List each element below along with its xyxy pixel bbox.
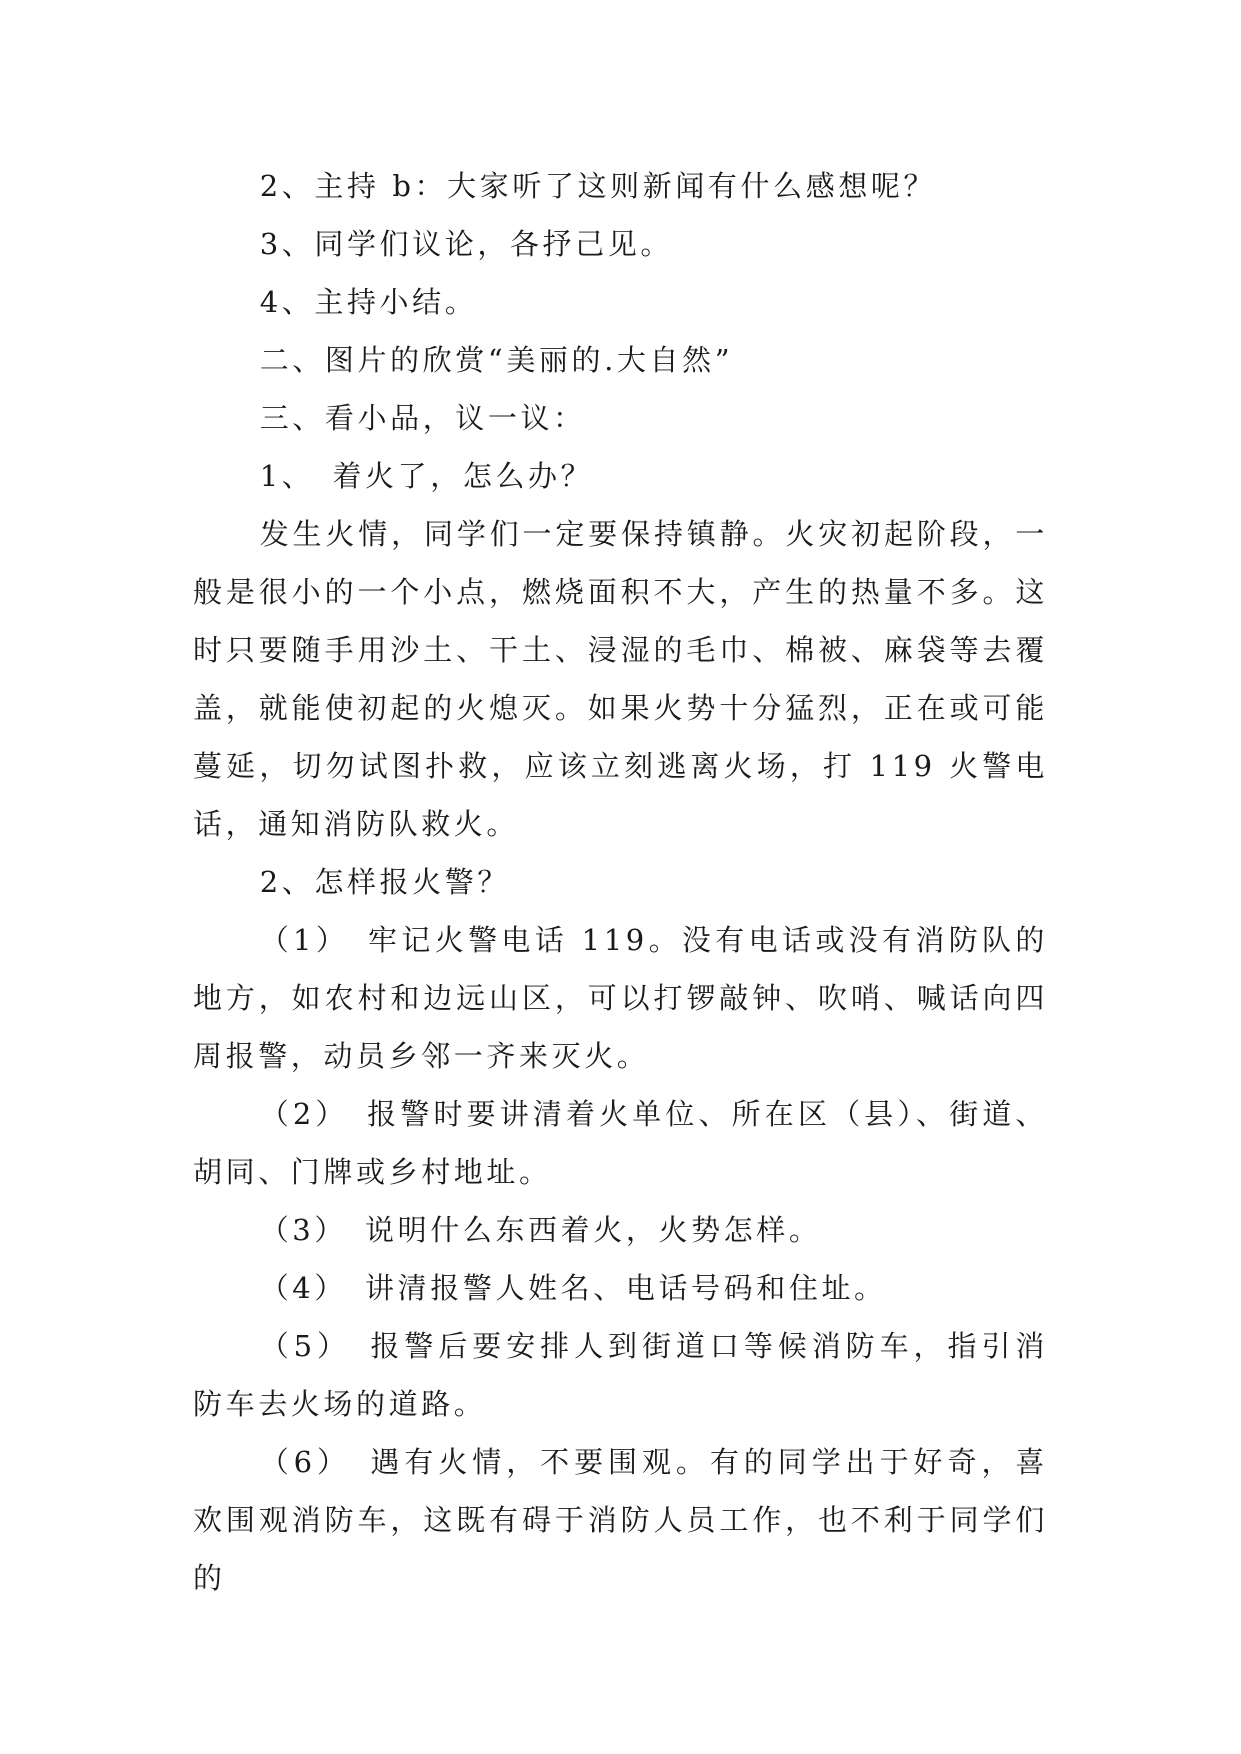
paragraph-fire-advice: 发生火情，同学们一定要保持镇静。火灾初起阶段，一般是很小的一个小点，燃烧面积不大，产生的热量不多。这时只要随手用沙土、干土、浸湿的毛巾、棉被、麻袋等去覆盖，就能使初起的火熄灭。如果火势十分猛烈，正在或可能蔓延，切勿试图扑救，应该立刻逃离火场，打 119 火警电话，通知消防队救火。 xyxy=(193,517,1048,841)
paragraph-how-to-report: 2、怎样报火警？ xyxy=(259,865,510,899)
heading-watch-sketch: 三、看小品，议一议： xyxy=(259,401,586,435)
heading-picture-appreciation: 二、图片的欣赏“美丽的.大自然” xyxy=(259,343,734,377)
paragraph-class-discussion: 3、同学们议论，各抒己见。 xyxy=(259,227,673,261)
paragraph-item-6: （6） 遇有火情，不要围观。有的同学出于好奇，喜欢围观消防车，这既有碍于消防人员工作，也不利于同学们的 xyxy=(193,1445,1048,1595)
document-body xyxy=(193,157,1048,1607)
paragraph-item-2: （2） 报警时要讲清着火单位、所在区（县）、街道、胡同、门牌或乡村地址。 xyxy=(193,1097,1048,1189)
paragraph-host-summary: 4、主持小结。 xyxy=(259,285,478,319)
paragraph-item-1: （1） 牢记火警电话 119。没有电话或没有消防队的地方，如农村和边远山区，可以打锣敲钟、吹哨、喊话向四周报警，动员乡邻一齐来灭火。 xyxy=(193,923,1048,1073)
paragraph-fire-what-to-do: 1、 着火了，怎么办？ xyxy=(259,459,594,493)
paragraph-item-5: （5） 报警后要安排人到街道口等候消防车，指引消防车去火场的道路。 xyxy=(193,1329,1048,1421)
paragraph-item-4: （4） 讲清报警人姓名、电话号码和住址。 xyxy=(259,1271,887,1305)
paragraph-item-3: （3） 说明什么东西着火，火势怎样。 xyxy=(259,1213,822,1247)
paragraph-host-b-question: 2、主持 b：大家听了这则新闻有什么感想呢？ xyxy=(259,169,937,203)
